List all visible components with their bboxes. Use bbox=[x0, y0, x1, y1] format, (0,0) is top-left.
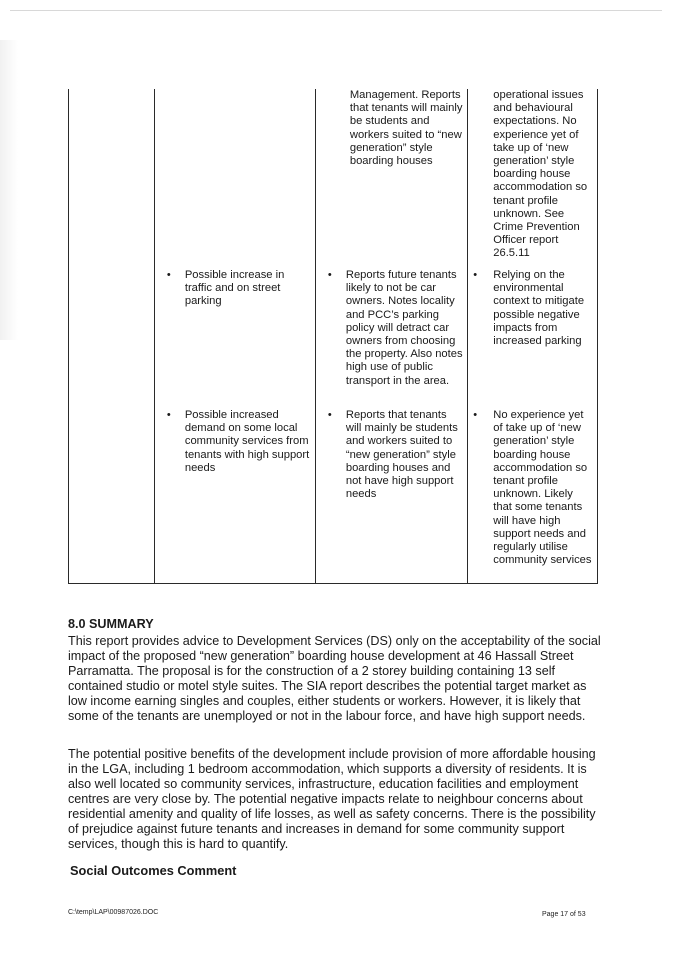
bullet-icon: • bbox=[473, 269, 478, 281]
footer-file-path: C:\temp\LAP\00987026.DOC bbox=[68, 909, 159, 916]
comment-text: Relying on the environmental context to mitigate possible negative impacts from increased parking bbox=[493, 269, 585, 348]
summary-heading: 8.0 SUMMARY bbox=[68, 617, 154, 631]
table-cell-comment bbox=[468, 265, 598, 405]
summary-paragraph-1: This report provides advice to Development Services (DS) only on the acceptability of the social impact of the proposed “new generation” boarding house development at 46 Hassall Street Parramatta. The proposal is for the construction of a 2 storey building containing 13 self contained studio or motel style suites. The SIA report describes the potential target market as low income earning singles and couples, either students or workers. However, it is likely that some of the tenants are unemployed or not in the labour force, and have high support needs. bbox=[68, 634, 601, 723]
table-cell-comment bbox=[468, 89, 598, 265]
bullet-icon: • bbox=[327, 409, 332, 421]
table-cell-impact bbox=[154, 89, 315, 265]
bullet-icon: • bbox=[473, 409, 478, 421]
impact-table bbox=[68, 89, 598, 584]
bullet-icon: • bbox=[166, 409, 171, 421]
table-cell-impact bbox=[154, 265, 315, 405]
impact-text: Possible increase in traffic and on street parking bbox=[184, 269, 285, 308]
table-cell-blank bbox=[69, 405, 155, 584]
table-row bbox=[69, 265, 598, 405]
table-cell-response bbox=[315, 89, 467, 265]
bullet-icon: • bbox=[327, 269, 332, 281]
response-text: Reports future tenants likely to not be car owners. Notes locality and PCC’s parking policy will detract car owners from choosing the property. Also notes high use of public transport in the area. bbox=[345, 269, 463, 387]
summary-paragraph-2: The potential positive benefits of the development include provision of more affordable housing in the LGA, including 1 bedroom accommodation, which supports a diversity of residents. It is also well located so community services, infrastructure, education facilities and employment centres are very close by. The potential negative impacts relate to neighbour concerns about residential amenity and quality of life losses, as well as safety concerns. There is the possibility of prejudice against future tenants and increases in demand for some community support services, though this is hard to quantify. bbox=[68, 747, 596, 851]
table-cell-impact bbox=[154, 405, 315, 584]
comment-text: No experience yet of take up of ‘new generation’ style boarding house accommodation so tenant profile unknown. Likely that some tenants will have high support needs and regularly utilise community services bbox=[493, 409, 592, 567]
bullet-icon: • bbox=[166, 269, 171, 281]
table-cell-response bbox=[315, 405, 467, 584]
scan-shadow bbox=[0, 40, 18, 340]
response-text: Management. Reports that tenants will mainly be students and workers suited to “new generation” style boarding houses bbox=[349, 89, 463, 168]
table-cell-blank bbox=[69, 89, 155, 265]
impact-text: Possible increased demand on some local community services from tenants with high support needs bbox=[184, 409, 310, 474]
table-row bbox=[69, 89, 598, 265]
table-cell-comment bbox=[468, 405, 598, 584]
social-outcomes-heading: Social Outcomes Comment bbox=[70, 863, 237, 878]
page-top-rule bbox=[10, 10, 662, 11]
comment-text: operational issues and behavioural expectations. No experience yet of take up of ‘new generation’ style boarding house accommodation so tenant profile unknown. See Crime Prevention Officer report 26.5.11 bbox=[493, 89, 588, 260]
footer-page-number: Page 17 of 53 bbox=[542, 911, 586, 918]
response-text: Reports that tenants will mainly be students and workers suited to “new generation” style boarding houses and not have high support needs bbox=[345, 409, 458, 501]
table-cell-blank bbox=[69, 265, 155, 405]
table-row bbox=[69, 405, 598, 584]
table-cell-response bbox=[315, 265, 467, 405]
